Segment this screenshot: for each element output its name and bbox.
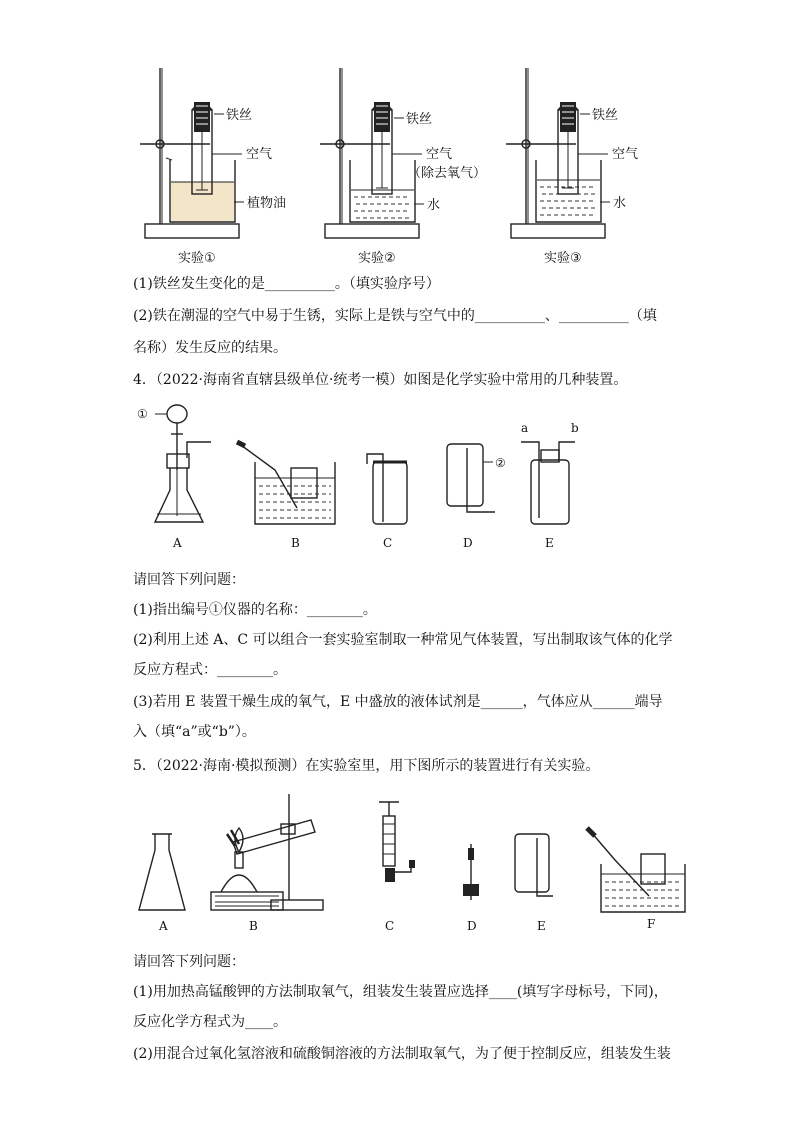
apparatus-c: [379, 802, 415, 933]
apparatus-b: [211, 794, 323, 933]
q5-part-2-line-1: (2)用混合过氧化氢溶液和硫酸铜溶液的方法制取氧气，为了便于控制反应，组装发生装: [133, 1046, 671, 1062]
q4-part-2-line-2: 反应方程式：________。: [133, 662, 287, 678]
lab-apparatus-figure-q4: [135, 400, 615, 556]
apparatus-a: [137, 405, 211, 550]
experiment-3-apparatus: [506, 68, 638, 266]
fig-label-e: E: [537, 919, 546, 933]
experiment-1-apparatus: [140, 68, 286, 266]
label-water-2: 水: [427, 198, 441, 213]
experiment-2-apparatus: [320, 68, 486, 266]
label-oxygen-removed: （除去氧气）: [408, 166, 487, 181]
label-air-3: 空气: [612, 147, 639, 162]
fig-label-c: C: [383, 536, 393, 550]
q3-part-2-line-1: (2)铁在潮湿的空气中易于生锈，实际上是铁与空气中的__________、__________（填: [133, 308, 657, 324]
fig-label-f: F: [647, 917, 656, 931]
apparatus-f: [587, 828, 685, 931]
mark-instrument-1: ①: [137, 407, 148, 421]
fig-label-d: D: [467, 919, 477, 933]
q5-part-1-line-1: (1)用加热高锰酸钾的方法制取氧气，组装发生装置应选择____(填写字母标号，下同)，: [133, 984, 668, 1000]
label-iron-wire-2: 铁丝: [406, 112, 433, 127]
label-iron-wire-1: 铁丝: [226, 108, 253, 123]
q3-part-2-line-2: 名称）发生反应的结果。: [133, 340, 287, 356]
fig-label-c: C: [385, 919, 395, 933]
apparatus-d: [447, 444, 506, 550]
q3-part-1: (1)铁丝发生变化的是__________。（填实验序号）: [133, 276, 440, 292]
apparatus-b: [237, 442, 335, 550]
lab-apparatus-figure-q5: [135, 788, 695, 938]
q4-part-3-line-1: (3)若用 E 装置干燥生成的氧气，E 中盛放的液体试剂是______，气体应从______端导: [133, 694, 663, 710]
q4-part-3-line-2: 入（填“a”或“b”）。: [133, 724, 256, 740]
q4-title: 4．（2022·海南省直辖县级单位·统考一模）如图是化学实验中常用的几种装置。: [133, 372, 628, 388]
q4-part-2-line-1: (2)利用上述 A、C 可以组合一套实验室制取一种常见气体装置，写出制取该气体的化学: [133, 632, 673, 648]
port-b-label: b: [571, 421, 579, 435]
port-a-label: a: [521, 421, 529, 435]
apparatus-d: [463, 844, 479, 933]
q5-title: 5．（2022·海南·模拟预测）在实验室里，用下图所示的装置进行有关实验。: [133, 758, 600, 774]
apparatus-a: [139, 834, 185, 933]
caption-experiment-3: 实验③: [544, 251, 582, 266]
label-water-3: 水: [613, 196, 627, 211]
fig-label-e: E: [545, 536, 554, 550]
fig-label-b: B: [291, 536, 300, 550]
label-air-1: 空气: [246, 147, 273, 162]
iron-rust-experiments-figure: [130, 62, 650, 270]
q4-part-1: (1)指出编号①仪器的名称：________。: [133, 602, 377, 618]
caption-experiment-2: 实验②: [358, 251, 396, 266]
caption-experiment-1: 实验①: [178, 251, 216, 266]
q5-part-1-line-2: 反应化学方程式为____。: [133, 1014, 287, 1030]
label-iron-wire-3: 铁丝: [592, 108, 619, 123]
q5-prompt: 请回答下列问题：: [133, 954, 245, 970]
label-air-2: 空气: [426, 147, 453, 162]
label-vegetable-oil: 植物油: [247, 196, 287, 211]
fig-label-a: A: [173, 536, 182, 550]
apparatus-c: [367, 454, 407, 550]
fig-label-d: D: [463, 536, 473, 550]
fig-label-a: A: [159, 919, 168, 933]
apparatus-e: [515, 834, 553, 933]
mark-instrument-2: ②: [495, 456, 506, 470]
fig-label-b: B: [249, 919, 258, 933]
q4-prompt: 请回答下列问题：: [133, 572, 245, 588]
apparatus-e: [521, 421, 579, 550]
